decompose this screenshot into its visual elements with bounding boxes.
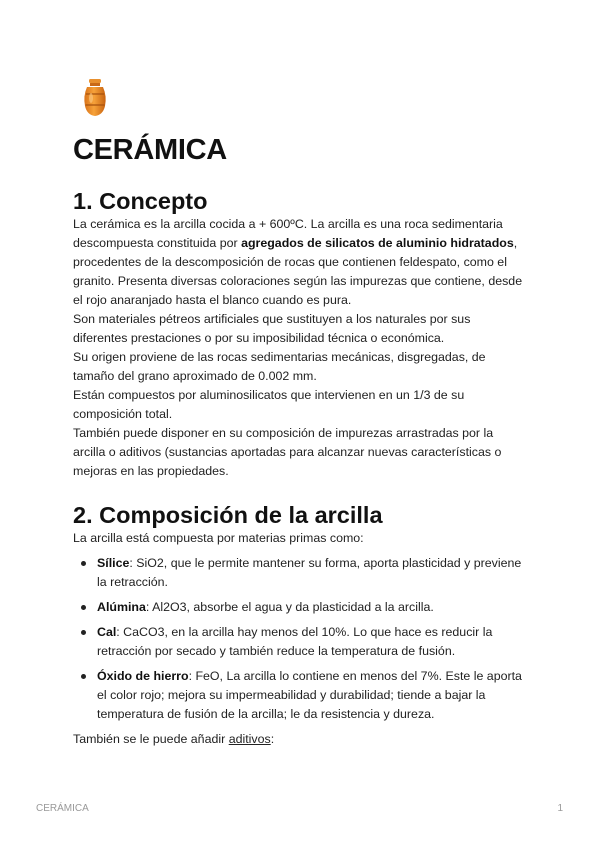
paragraph: Están compuestos por aluminosilicatos que intervienen en un 1/3 de su composición total. xyxy=(73,388,465,421)
bullet-icon xyxy=(81,561,86,566)
paragraph: Su origen proviene de las rocas sedimentarias mecánicas, disgregadas, de tamaño del grano aproximado de 0.002 mm. xyxy=(73,350,486,383)
paragraph-text: : xyxy=(270,732,275,746)
paragraph: La arcilla está compuesta por materias primas como: xyxy=(73,531,364,545)
list-item-term: Alúmina xyxy=(97,600,146,614)
page-number: 1 xyxy=(557,803,563,814)
list-item-text: : Al2O3, absorbe el agua y da plasticidad a la arcilla. xyxy=(145,600,434,614)
list-item-term: Cal xyxy=(97,625,117,639)
list-item-term: Óxido de hierro xyxy=(97,669,189,683)
list-item xyxy=(97,554,528,592)
list-item-text: : CaCO3, en la arcilla hay menos del 10%. Lo que hace es reducir la retracción por secado y también reduce la temperatura de fusión. xyxy=(97,625,493,658)
bold-phrase: agregados de silicatos de aluminio hidratados xyxy=(241,236,514,250)
paragraph-text: , procedentes de la descomposición de rocas que contienen feldespato, como el granito. Presenta diversas coloraciones según las impurezas que contiene, desde el rojo anaranjado hasta el blanco cuando es pura. xyxy=(73,236,523,307)
list-item xyxy=(97,667,528,724)
aditivos-link[interactable]: aditivos xyxy=(228,732,271,746)
paragraph-text: La cerámica es la arcilla cocida a + 600ºC. La arcilla es una roca sedimentaria descompuesta constituida por xyxy=(73,217,503,250)
paragraph: Son materiales pétreos artificiales que sustituyen a los naturales por sus diferentes prestaciones o por su imposibilidad técnica o económica. xyxy=(73,312,471,345)
page-title: CERÁMICA xyxy=(73,134,227,166)
section-heading-composicion: 2. Composición de la arcilla xyxy=(73,502,383,528)
list-item-term: Sílice xyxy=(97,556,130,570)
composition-list xyxy=(73,554,528,724)
section-heading-concepto: 1. Concepto xyxy=(73,188,208,214)
paragraph: También puede disponer en su composición de impurezas arrastradas por la arcilla o aditivos (sustancias aportadas para alcanzar nuevas características o mejoras en las propiedades. xyxy=(73,426,502,478)
amphora-icon xyxy=(80,78,110,118)
list-item xyxy=(97,623,528,661)
paragraph xyxy=(73,730,528,749)
bullet-icon xyxy=(81,630,86,635)
paragraph xyxy=(73,215,528,310)
page-footer xyxy=(36,803,563,814)
paragraph-text: También se le puede añadir xyxy=(73,732,229,746)
bullet-icon xyxy=(81,605,86,610)
list-item xyxy=(97,598,528,617)
bullet-icon xyxy=(81,674,86,679)
list-item-text: : FeO, La arcilla lo contiene en menos del 7%. Este le aporta el color rojo; mejora su impermeabilidad y durabilidad; tiende a bajar la temperatura de fusión de la arcilla; le da resistencia y dureza. xyxy=(97,669,522,721)
list-item-text: : SiO2, que le permite mantener su forma, aporta plasticidad y previene la retracción. xyxy=(97,556,522,589)
footer-label: CERÁMICA xyxy=(36,803,89,814)
document-page xyxy=(73,78,528,749)
